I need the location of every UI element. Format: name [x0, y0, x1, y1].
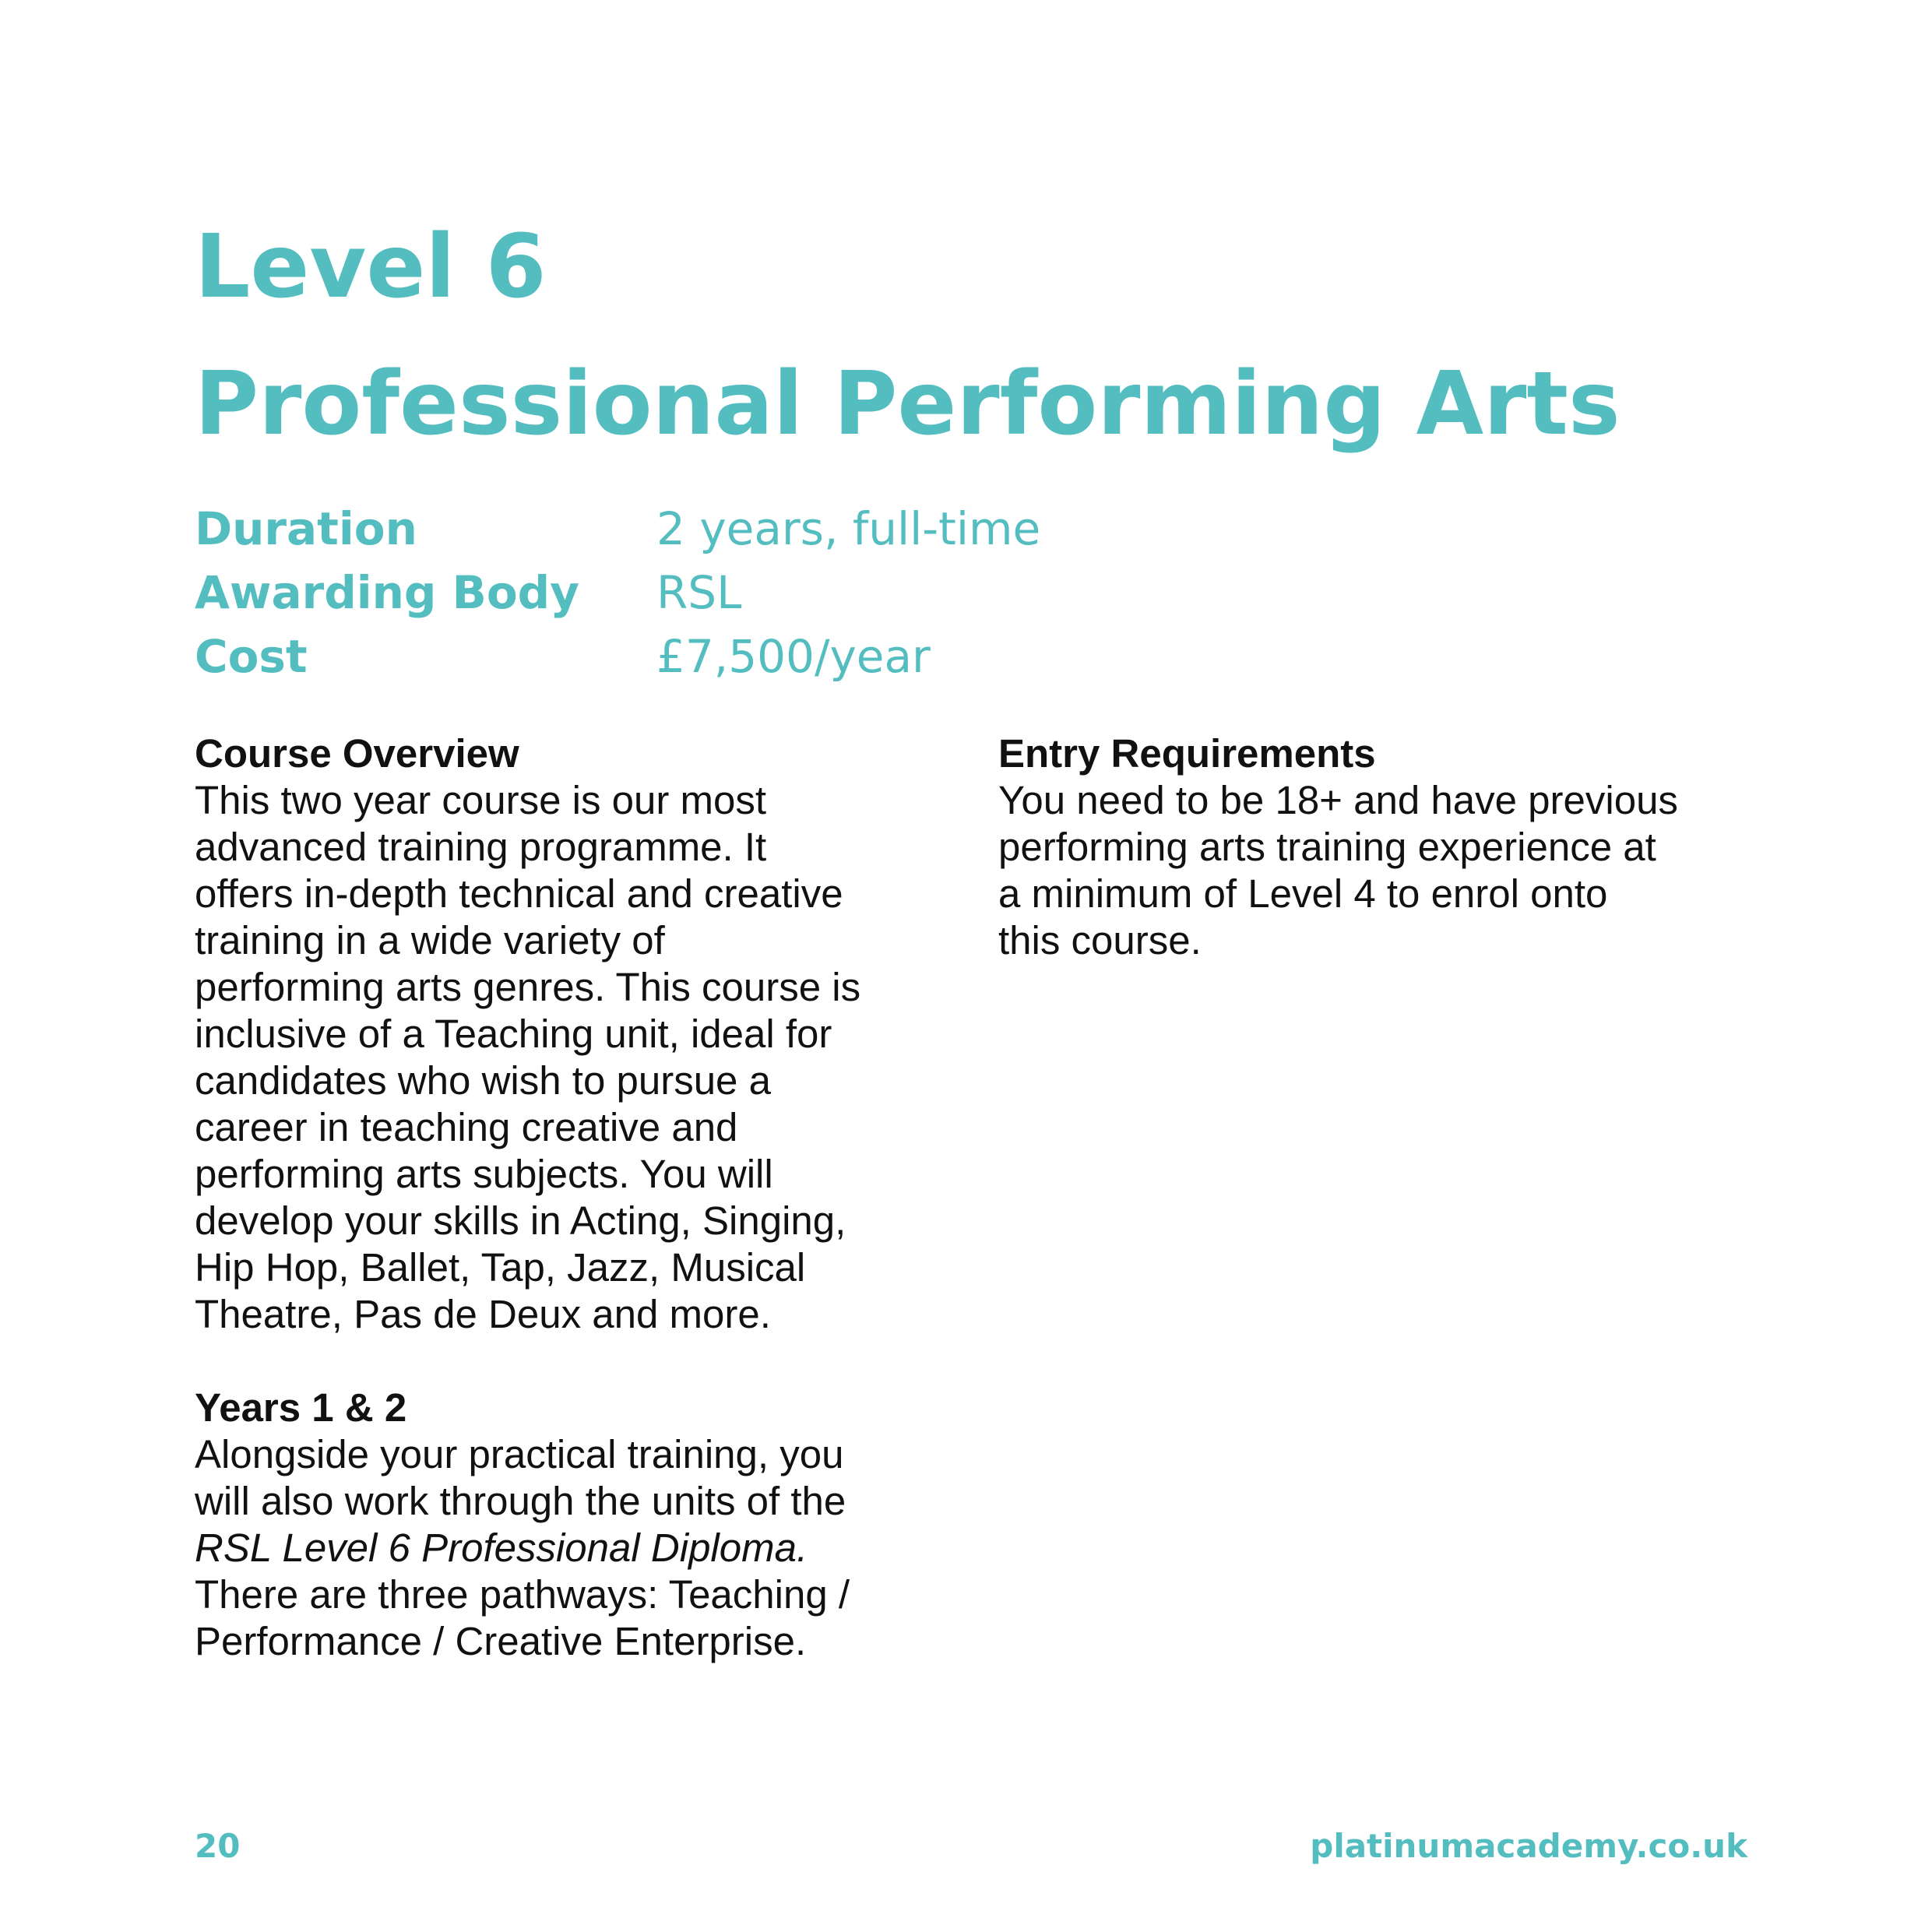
years-heading: Years 1 & 2	[195, 1385, 407, 1430]
diploma-name: RSL Level 6 Professional Diploma.	[195, 1526, 808, 1570]
years-line: There are three pathways: Teaching /	[195, 1572, 850, 1617]
course-overview-heading: Course Overview	[195, 731, 519, 776]
overview-line: inclusive of a Teaching unit, ideal for	[195, 1012, 832, 1056]
overview-line: Theatre, Pas de Deux and more.	[195, 1292, 771, 1336]
awarding-body-value: RSL	[656, 566, 742, 619]
overview-line: performing arts genres. This course is	[195, 965, 861, 1009]
cost-value: £7,500/year	[656, 630, 931, 683]
title-line-2: Professional Performing Arts	[195, 354, 1621, 455]
detail-row-duration	[195, 497, 1040, 561]
page-title	[195, 199, 1621, 473]
years-line: will also work through the units of the	[195, 1479, 846, 1523]
entry-line: a minimum of Level 4 to enrol onto	[998, 871, 1608, 916]
overview-line: candidates who wish to pursue a	[195, 1058, 771, 1103]
years-text	[195, 1431, 958, 1665]
overview-line: career in teaching creative and	[195, 1105, 738, 1149]
course-overview-text	[195, 777, 958, 1338]
left-column	[195, 730, 958, 1665]
overview-line: training in a wide variety of	[195, 918, 665, 962]
years-line: Alongside your practical training, you	[195, 1432, 844, 1476]
duration-label: Duration	[195, 502, 417, 555]
entry-requirements-text	[998, 777, 1769, 964]
detail-row-cost	[195, 625, 1040, 688]
overview-line: develop your skills in Acting, Singing,	[195, 1198, 846, 1243]
right-column	[998, 730, 1769, 964]
website-url: platinumacademy.co.uk	[1310, 1827, 1747, 1865]
duration-value: 2 years, full-time	[656, 502, 1041, 555]
overview-line: offers in-depth technical and creative	[195, 871, 843, 916]
detail-row-awarding-body	[195, 561, 1040, 625]
overview-line: Hip Hop, Ballet, Tap, Jazz, Musical	[195, 1245, 806, 1290]
entry-line: You need to be 18+ and have previous	[998, 778, 1678, 822]
awarding-body-label: Awarding Body	[195, 566, 579, 619]
entry-requirements-heading: Entry Requirements	[998, 731, 1376, 776]
page-number: 20	[195, 1827, 241, 1865]
overview-line: performing arts subjects. You will	[195, 1152, 773, 1196]
years-line: Performance / Creative Enterprise.	[195, 1619, 807, 1663]
entry-line: this course.	[998, 918, 1202, 962]
overview-line: advanced training programme. It	[195, 825, 767, 869]
overview-line: This two year course is our most	[195, 778, 767, 822]
entry-line: performing arts training experience at	[998, 825, 1656, 869]
cost-label: Cost	[195, 630, 308, 683]
course-details	[195, 497, 1040, 688]
section-spacer	[195, 1338, 958, 1385]
title-line-1: Level 6	[195, 216, 547, 318]
